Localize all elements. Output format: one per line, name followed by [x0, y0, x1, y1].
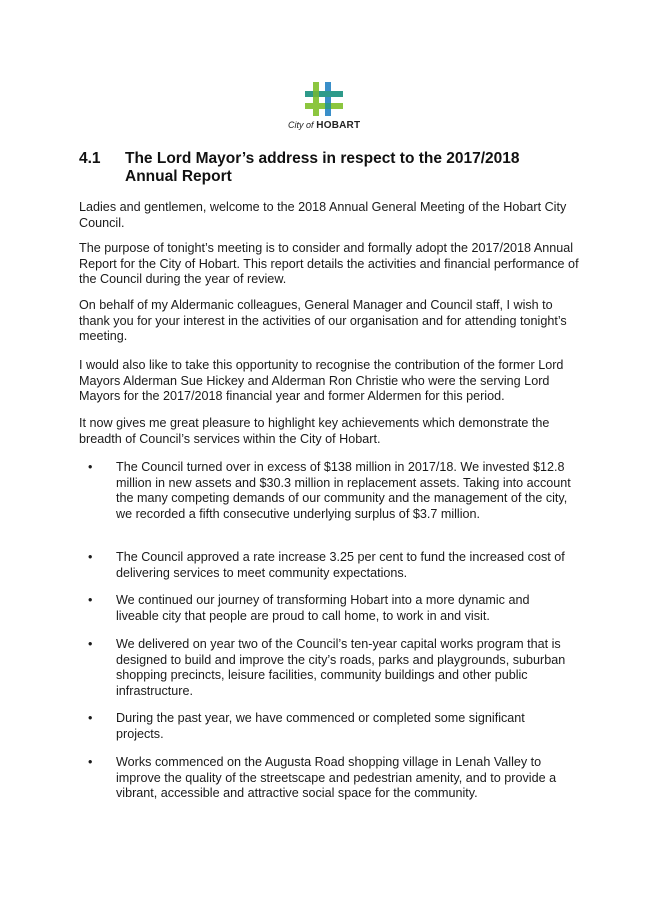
bullet-icon: • — [88, 637, 93, 651]
logo-wordmark — [288, 119, 360, 132]
bullet-icon: • — [88, 755, 93, 769]
paragraph-recognition: I would also like to take this opportunity to recognise the contribution of the former Lord Mayors Alderman Sue Hickey and Alderman Ron Christie who were the serving Lord Mayors for the 2017/2018 financial year and former Aldermen for this period. — [79, 358, 564, 404]
city-of-hobart-logo — [288, 82, 360, 132]
section-title: The Lord Mayor’s address in respect to the 2017/2018 Annual Report — [125, 150, 520, 185]
paragraph-highlights-intro: It now gives me great pleasure to highlight key achievements which demonstrate the breadth of Council’s services within the City of Hobart. — [79, 416, 550, 446]
bullet-icon: • — [88, 460, 93, 474]
bullet-icon: • — [88, 593, 93, 607]
paragraph-purpose: The purpose of tonight’s meeting is to consider and formally adopt the 2017/2018 Annual Report for the City of Hobart. This report details the activities and financial performance of the Council during the year of review. — [79, 241, 579, 287]
list-item-text: We delivered on year two of the Council’s ten-year capital works program that is designed to build and improve the city’s roads, parks and playgrounds, suburban shopping precincts, leisure facilities, community buildings and other public infrastructure. — [116, 637, 566, 698]
hobart-cross-logo-icon — [305, 82, 343, 116]
list-item-text: Works commenced on the Augusta Road shopping village in Lenah Valley to improve the quality of the streetscape and pedestrian amenity, and to provide a vibrant, accessible and attractive social space for the community. — [116, 755, 557, 801]
list-item-text: The Council turned over in excess of $138 million in 2017/18. We invested $12.8 million in new assets and $30.3 million in replacement assets. Taking into account the many competing demands of our community and the management of the city, we recorded a fifth consecutive underlying surplus of $3.7 million. — [116, 460, 571, 521]
bullet-icon: • — [88, 711, 93, 725]
list-item-text: We continued our journey of transforming Hobart into a more dynamic and liveable city that people are proud to call home, to work in and visit. — [116, 593, 530, 623]
section-number: 4.1 — [79, 150, 101, 167]
logo-hobart: HOBART — [316, 120, 361, 131]
list-item-text: The Council approved a rate increase 3.25 per cent to fund the increased cost of delivering services to meet community expectations. — [116, 550, 565, 580]
bullet-icon: • — [88, 550, 93, 564]
paragraph-welcome: Ladies and gentlemen, welcome to the 2018 Annual General Meeting of the Hobart City Council. — [79, 200, 567, 230]
logo-city-of: City of — [288, 120, 314, 130]
paragraph-thanks: On behalf of my Aldermanic colleagues, General Manager and Council staff, I wish to thank you for your interest in the activities of our organisation and for attending tonight’s meeting. — [79, 298, 567, 344]
list-item-text: During the past year, we have commenced or completed some significant projects. — [116, 711, 525, 741]
